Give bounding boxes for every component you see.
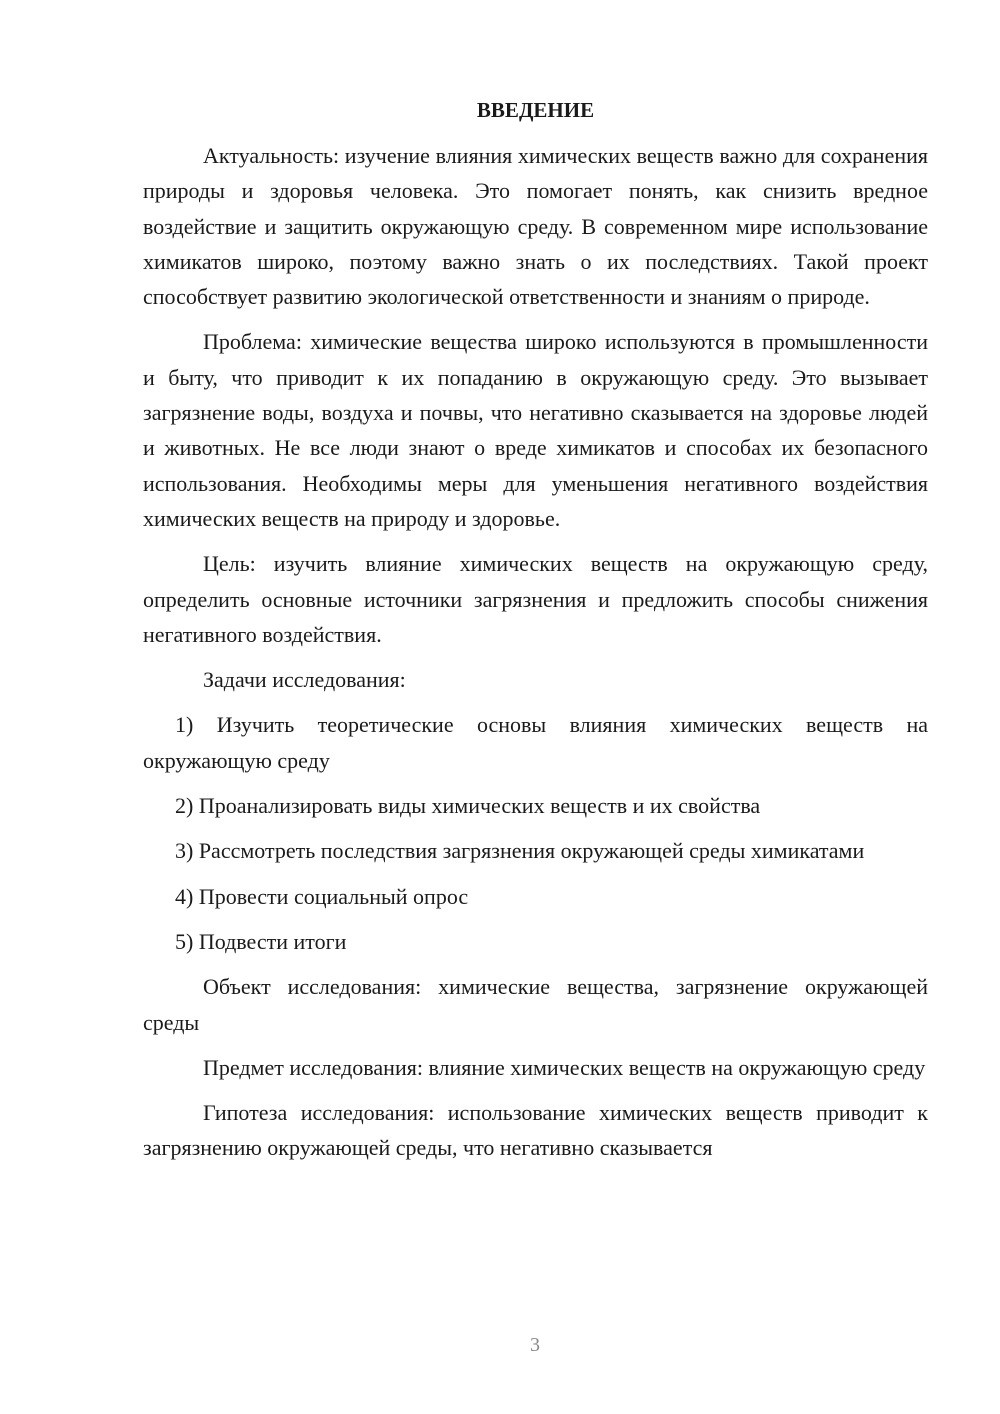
task-item: 3) Рассмотреть последствия загрязнения окружающей среды химикатами — [175, 838, 865, 864]
paragraph-hypothesis: Гипотеза исследования: использование химических веществ приводит к загрязнению окружающей среды, что негативно сказывается — [143, 1100, 928, 1161]
page-number: 3 — [530, 1334, 540, 1356]
paragraph-subject: Предмет исследования: влияние химических веществ на окружающую среду — [203, 1054, 926, 1080]
document-body — [143, 94, 928, 1166]
task-item: 2) Проанализировать виды химических веществ и их свойства — [175, 793, 761, 819]
task-item: 5) Подвести итоги — [175, 928, 347, 954]
task-item: 4) Провести социальный опрос — [175, 883, 469, 909]
paragraph-relevance: Актуальность: изучение влияния химических веществ важно для сохранения природы и здоровья человека. Это помогает понять, как снизить вредное воздействие и защитить окружающую среду. В современном мире использование химикатов широко, поэтому важно знать о их последствиях. Такой проект способствует развитию экологической ответственности и знаниям о природе. — [143, 143, 928, 310]
task-item: 1) Изучить теоретические основы влияния химических веществ на окружающую среду — [143, 712, 928, 773]
paragraph-problem: Проблема: химические вещества широко используются в промышленности и быту, что приводит к их попаданию в окружающую среду. Это вызывает загрязнение воды, воздуха и почвы, что негативно сказывается на здоровье людей и животных. Не все люди знают о вреде химикатов и способах их безопасного использования. Необходимы меры для уменьшения негативного воздействия химических веществ на природу и здоровье. — [143, 329, 928, 531]
section-title: ВВЕДЕНИЕ — [476, 98, 595, 122]
tasks-heading: Задачи исследования: — [203, 667, 406, 693]
paragraph-object: Объект исследования: химические вещества, загрязнение окружающей среды — [143, 974, 928, 1035]
paragraph-goal: Цель: изучить влияние химических веществ на окружающую среду, определить основные источники загрязнения и предложить способы снижения негативного воздействия. — [143, 551, 928, 647]
